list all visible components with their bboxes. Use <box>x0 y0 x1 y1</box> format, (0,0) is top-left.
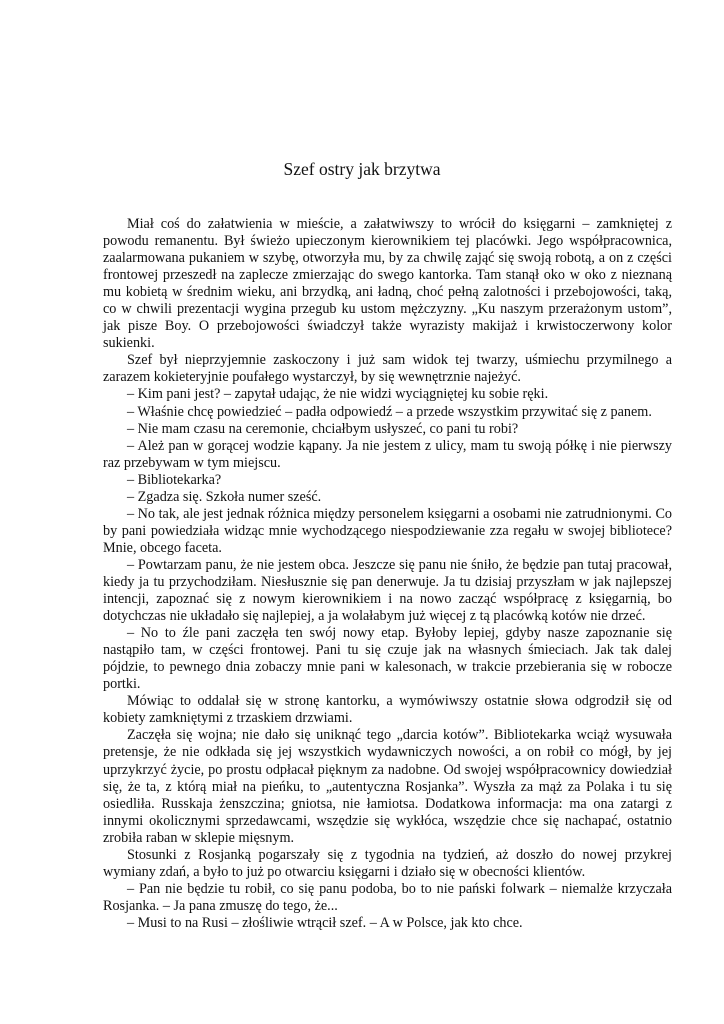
paragraph: – No tak, ale jest jednak różnica między personelem księgarni a osobami nie zatrudnionymi. Co by pani powiedziała widząc mnie wychodzącego niespodziewanie zza regału w swojej bibliotece? Mnie, obcego faceta. <box>103 505 672 556</box>
paragraph: – Kim pani jest? – zapytał udając, że nie widzi wyciągniętej ku sobie ręki. <box>127 386 549 403</box>
paragraph: Stosunki z Rosjanką pogarszały się z tygodnia na tydzień, aż doszło do nowej przykrej wymiany zdań, a było to już po otwarciu księgarni i działo się w obecności klientów. <box>103 846 672 880</box>
paragraph: – Zgadza się. Szkoła numer sześć. <box>127 488 322 505</box>
paragraph: – Pan nie będzie tu robił, co się panu podoba, bo to nie pański folwark – niemalże krzyczała Rosjanka. – Ja pana zmuszę do tego, że... <box>103 880 672 914</box>
paragraph: – Musi to na Rusi – złośliwie wtrącił szef. – A w Polsce, jak kto chce. <box>127 914 523 931</box>
paragraph: – Powtarzam panu, że nie jestem obca. Jeszcze się panu nie śniło, że będzie pan tutaj pracował, kiedy ja tu przychodziłam. Niesłusznie się pan denerwuje. Ja tu dzisiaj przyszłam w jak najlepszej intencji, zapoznać się z nowym kierownikiem i na nowo zacząć współpracę z księgarnią, bo dotychczas nie układało się najlepiej, a ja wolałabym już więcej z tą placówką kotów nie drzeć. <box>103 556 672 625</box>
paragraph: Miał coś do załatwienia w mieście, a załatwiwszy to wrócił do księgarni – zamkniętej z powodu remanentu. Był świeżo upieczonym kierownikiem tej placówki. Jego współpracownica, zaalarmowana pukaniem w szybę, otworzyła mu, by za chwilę zająć się swoją robotą, a on z części frontowej przeszedł na zaplecze zmierzając do swego kantorka. Tam stanął oko w oko z nieznaną mu kobietą w średnim wieku, ani brzydką, ani ładną, choć pełną zalotności i przebojowości, taką, co w chwili prezentacji wygina przegub ku ustom mężczyzny. „Ku naszym przerażonym ustom”, jak pisze Boy. O przebojowości świadczył także wyrazisty makijaż i krwistoczerwony kolor sukienki. <box>103 216 672 352</box>
paragraph: – Nie mam czasu na ceremonie, chciałbym usłyszeć, co pani tu robi? <box>127 420 519 437</box>
paragraph: – No to źle pani zaczęła ten swój nowy etap. Byłoby lepiej, gdyby nasze zapoznanie się nastąpiło tam, w części frontowej. Pani tu się czuje jak na własnych śmieciach. Jak tak dalej pójdzie, to pewnego dnia zobaczy mnie pani w kalesonach, w trakcie przebierania się w roboczе portki. <box>103 625 672 693</box>
document-body <box>103 216 672 932</box>
paragraph: Mówiąc to oddalał się w stronę kantorku, a wymówiwszy ostatnie słowa odgrodził się od kobiety zamkniętymi z trzaskiem drzwiami. <box>103 693 672 727</box>
paragraph: Zaczęła się wojna; nie dało się uniknąć tego „darcia kotów”. Bibliotekarka wciąż wysuwała pretensje, że nie odkłada się jej wszystkich wydawniczych nowości, a on robił co mógł, by jej uprzykrzyć życie, po prostu odpłacał pięknym za nadobne. Od swojej współpracownicy dowiedział się, że ta, z którą miał na pieńku, to „autentyczna Rosjanka”. Wyszła za mąż za Polaka i tu się osiedliła. Russkaja żenszczina; gniotsa, nie łamiotsa. Dodatkowa informacja: ma ona zatargi z innymi okolicznymi sprzedawcami, wszędzie się wykłóca, wszędzie chce się nachapać, ostatnio zrobiła raban w sklepie mięsnym. <box>103 727 672 846</box>
paragraph: Szef był nieprzyjemnie zaskoczony i już sam widok tej twarzy, uśmiechu przymilnego a zarazem kokieteryjnie poufałego wystarczył, by się wewnętrznie najeżyć. <box>103 352 672 386</box>
paragraph: – Ależ pan w gorącej wodzie kąpany. Ja nie jestem z ulicy, mam tu swoją półkę i nie pierwszy raz przebywam w tym miejscu. <box>103 437 672 471</box>
paragraph: – Właśnie chcę powiedzieć – padła odpowiedź – a przede wszystkim przywitać się z panem. <box>127 403 652 420</box>
paragraph: – Bibliotekarka? <box>127 471 222 488</box>
document-title: Szef ostry jak brzytwa <box>283 159 441 179</box>
